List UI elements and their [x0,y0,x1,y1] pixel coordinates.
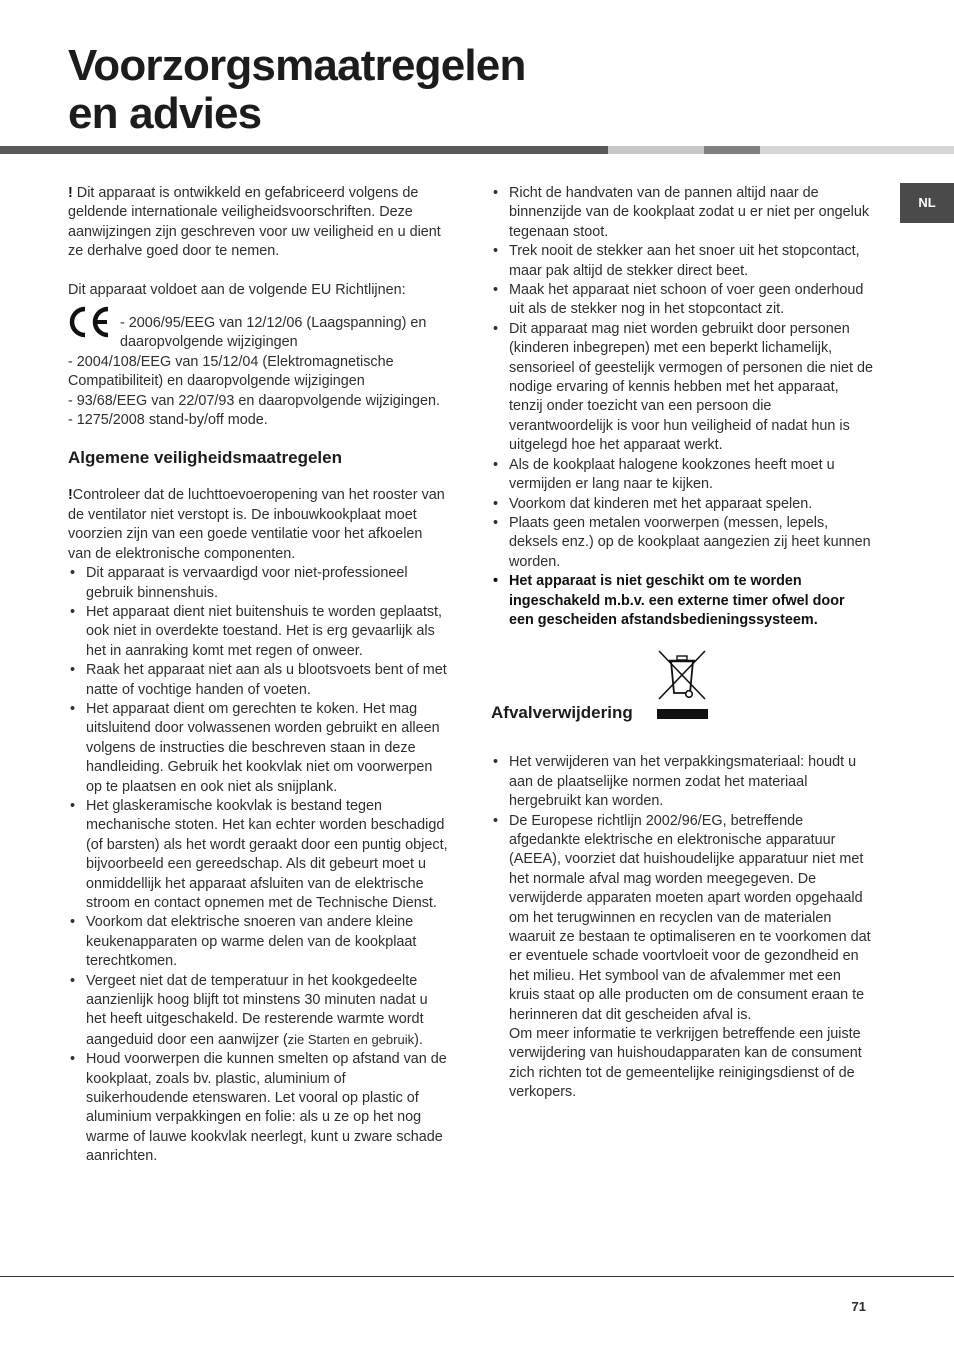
intro-paragraph [68,184,448,262]
temperature-text: Vergeet niet dat de temperatuur in het kookgedeelte aanzienlijk hoog blijft tot minstens 30 minuten nadat u het heeft uitgeschakeld. De resterende warmte wordt aangeduid door een aanwijzer ( [86,972,428,1048]
ce-mark-icon [68,305,114,339]
page-title [68,42,526,138]
intro-text: Dit apparaat is ontwikkeld en gefabriceerd volgens de geldende internationale veiligheidsvoorschriften. Deze aanwijzingen zijn geschreven voor uw veiligheid en u dient ze derhalve goed door te nemen. [68,185,441,260]
list-item: • Plaats geen metalen voorwerpen (messen, lepels, deksels enz.) op de kookplaat aangezien zij heet kunnen worden. [491,514,873,572]
header-band-light [608,146,704,154]
list-item: • Raak het apparaat niet aan als u blootsvoets bent of met natte of vochtige handen of voeten. [68,661,448,700]
list-item: • Dit apparaat is vervaardigd voor niet-professioneel gebruik binnenshuis. [68,564,448,603]
list-item [491,812,873,1103]
safety-list-continued [491,184,873,630]
directive-item: - 93/68/EEG van 22/07/93 en daaropvolgende wijzigingen. [68,392,441,409]
ventilation-text: Controleer dat de luchttoevoeropening van het rooster van de ventilator niet verstopt is. De inbouwkookplaat moet voorzien zijn van een goede ventilatie voor het afkoelen van de elektronische componenten. [68,487,445,562]
list-item: • Richt de handvaten van de pannen altijd naar de binnenzijde van de kookplaat zodat u er niet per ongeluk tegenaan stoot. [491,184,873,242]
disposal-list [491,753,873,1102]
list-item: • Voorkom dat elektrische snoeren van andere kleine keukenapparaten op warme delen van de kookplaat terechtkomen. [68,913,448,971]
ventilation-note [68,486,448,564]
directive-item: - 1275/2008 stand-by/off mode. [68,412,268,429]
language-tab: NL [900,183,954,223]
more-info-text: Om meer informatie te verkrijgen betreffende een juiste verwijdering van huishoudapparaten kan de consument zich richten tot de gemeentelijke reinigingsdienst of de verkopers. [509,1026,862,1101]
cross-reference: zie Starten en gebruik [287,1031,415,1047]
page-number: 71 [851,1299,866,1314]
section-heading-safety: Algemene veiligheidsmaatregelen [68,448,342,468]
header-band-dark [0,146,608,154]
directive-item: - 2006/95/EEG van 12/12/06 (Laagspanning) en daaropvolgende wijzigingen [120,315,427,351]
list-item: • Het verwijderen van het verpakkingsmateriaal: houdt u aan de plaatselijke normen zodat het materiaal hergebruikt kan worden. [491,753,873,811]
list-item: • Trek nooit de stekker aan het snoer uit het stopcontact, maar pak altijd de stekker direct beet. [491,242,873,281]
list-item: • Als de kookplaat halogene kookzones heeft moet u vermijden er lang naar te kijken. [491,456,873,495]
list-item-bold: • Het apparaat is niet geschikt om te worden ingeschakeld m.b.v. een externe timer ofwel door een gescheiden afstandsbedieningssysteem. [491,572,873,630]
list-item: • Houd voorwerpen die kunnen smelten op afstand van de kookplaat, zoals bv. plastic, aluminium of suikerhoudende etenswaren. Let vooral op plastic of aluminium verpakkingen en folie: als u ze op het nog warme of lauwe kookvlak neerlegt, kunt u zware schade aanrichten. [68,1050,448,1166]
temperature-close: ). [414,1031,423,1048]
ce-directive-line [68,308,448,353]
header-band-mid [704,146,760,154]
eu-directives-intro: Dit apparaat voldoet aan de volgende EU Richtlijnen: [68,281,406,298]
warning-mark: ! [68,185,73,201]
page-title-line1: Voorzorgsmaatregelen [68,41,526,90]
header-band-pale [760,146,954,154]
footer-divider [0,1276,954,1277]
list-item: • Voorkom dat kinderen met het apparaat spelen. [491,495,873,514]
list-item [68,972,448,1051]
weee-bar [657,709,708,719]
section-heading-disposal: Afvalverwijdering [491,703,633,723]
list-item: • Maak het apparaat niet schoon of voer geen onderhoud uit als de stekker nog in het stopcontact zit. [491,281,873,320]
list-item: • Het apparaat dient niet buitenshuis te worden geplaatst, ook niet in overdekte toestand. Het is erg gevaarlijk als het in aanraking komt met regen of onweer. [68,603,448,661]
warning-mark: ! [68,487,73,504]
right-column [491,184,873,1103]
directive-item: - 2004/108/EEG van 15/12/04 (Elektromagnetische Compatibiliteit) en daaropvolgende wijzigingen [68,353,394,390]
crossed-out-wheelie-bin-icon [655,649,709,701]
safety-list [68,564,448,1167]
disposal-header [491,648,873,741]
left-column [68,184,448,1167]
list-item: • Het glaskeramische kookvlak is bestand tegen mechanische stoten. Het kan echter worden beschadigd (of barsten) als het wordt geraakt door een puntig object, bijvoorbeeld een gereedschap. Als dit gebeurt moet u onmiddellijk het apparaat afsluiten van de elektrische stroom en contact opnemen met de Technische Dienst. [68,797,448,913]
page-title-line2: en advies [68,89,262,138]
list-item: • Dit apparaat mag niet worden gebruikt door personen (kinderen inbegrepen) met een beperkt lichamelijk, sensorieel of geestelijk vermogen of personen die niet de nodige ervaring of kennis hebben met het apparaat, tenzij onder toezicht van een persoon die verantwoordelijk is voor hun veiligheid of nadat hun is uitgelegd hoe het apparaat werkt. [491,320,873,456]
list-item: • Het apparaat dient om gerechten te koken. Het mag uitsluitend door volwassenen worden gebruikt en alleen volgens de instructies die beschreven staan in deze handleiding. Gebruik het kookvlak niet om voorwerpen op te plaatsen en ook niet als snijplank. [68,700,448,797]
weee-directive-text: De Europese richtlijn 2002/96/EG, betreffende afgedankte elektrische en elektronische apparatuur (AEEA), voorziet dat huishoudelijke apparatuur niet met het normale afval mag worden meegegeven. De verwijderde apparaten moeten apart worden opgehaald om het terugwinnen en recyclen van de materialen waaruit ze bestaan te optimaliseren en te voorkomen dat er eventuele schade voortvloeit voor de gezondheid en het milieu. Het symbool van de afvalemmer met een kruis staat op alle producten om de consument eraan te herinneren dat dit gescheiden afval is. [509,812,871,1023]
